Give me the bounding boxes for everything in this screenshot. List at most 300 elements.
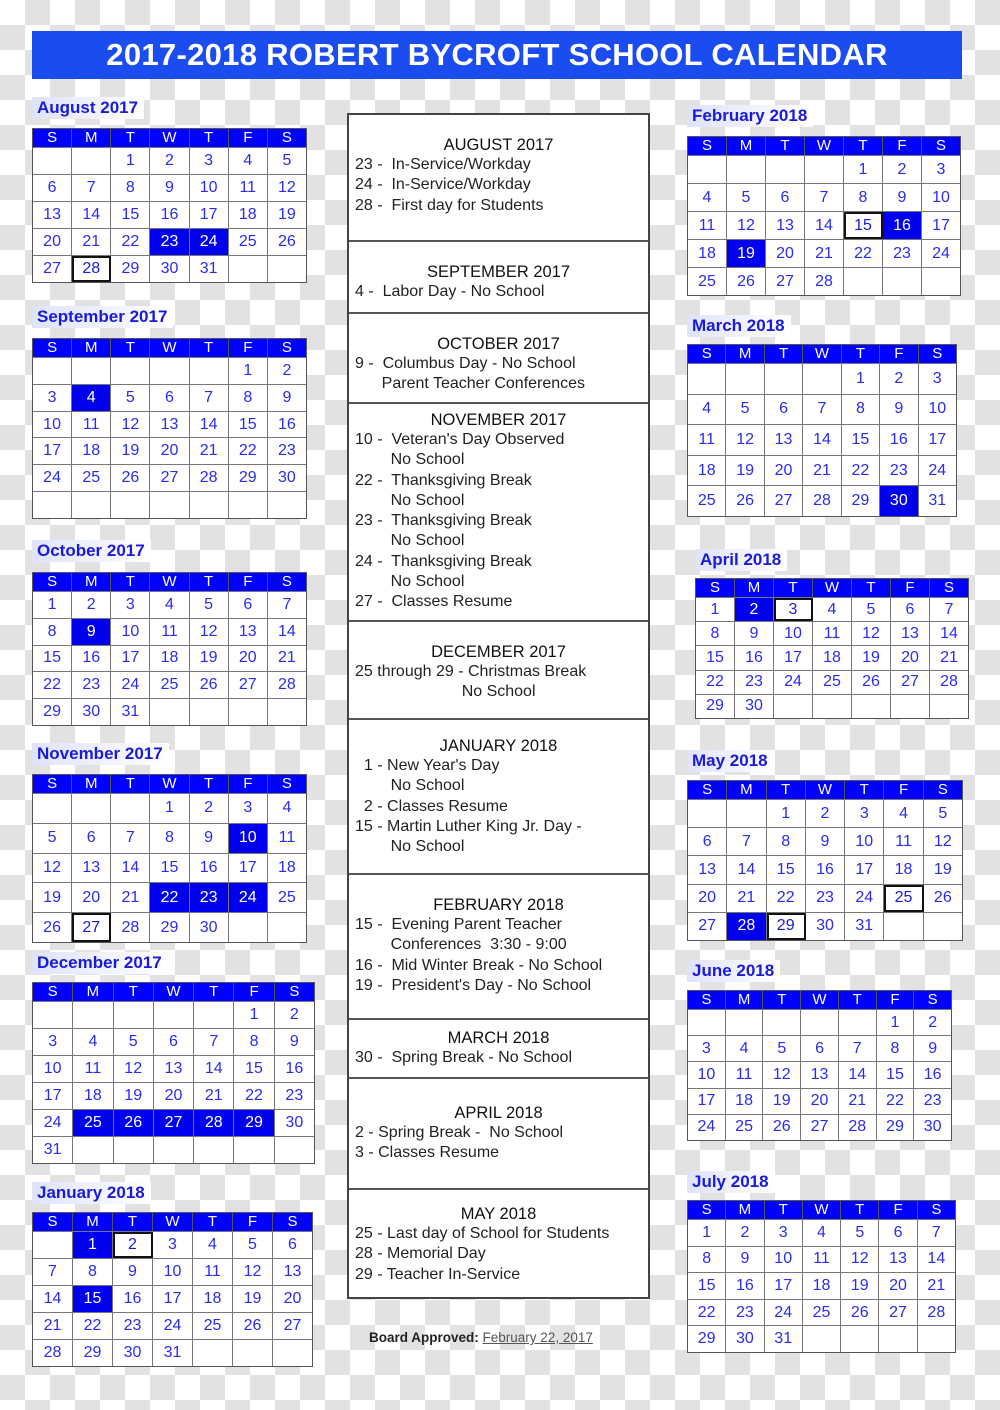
month-title: December 2017 xyxy=(32,952,168,974)
day-cell: 14 xyxy=(72,202,111,228)
day-cell: 22 xyxy=(696,671,735,694)
weekday-header xyxy=(688,991,951,1009)
empty-cell xyxy=(844,268,883,295)
weekday-label: S xyxy=(33,1213,73,1231)
day-cell: 27 xyxy=(688,913,727,940)
day-cell: 27 xyxy=(879,1300,917,1326)
day-cell: 24 xyxy=(229,883,268,912)
day-cell: 4 xyxy=(229,148,268,174)
day-cell: 30 xyxy=(150,256,189,282)
weekday-label: W xyxy=(801,991,839,1009)
weekday-label: M xyxy=(72,129,111,147)
day-cell: 6 xyxy=(891,598,930,621)
weekday-header xyxy=(688,781,962,799)
day-cell: 24 xyxy=(33,465,72,491)
week-row xyxy=(33,671,306,698)
day-cell: 10 xyxy=(111,619,150,645)
day-cell: 20 xyxy=(891,646,930,669)
page-title: 2017-2018 ROBERT BYCROFT SCHOOL CALENDAR xyxy=(32,31,962,79)
day-cell: 17 xyxy=(33,1083,73,1109)
weekday-label: F xyxy=(891,579,930,597)
week-row xyxy=(33,411,306,438)
week-row xyxy=(33,823,306,853)
empty-cell xyxy=(33,492,72,518)
day-cell: 29 xyxy=(150,913,189,942)
empty-cell xyxy=(275,1137,314,1163)
week-row xyxy=(688,827,962,855)
day-cell: 1 xyxy=(33,592,72,618)
empty-cell xyxy=(72,492,111,518)
weekday-label: W xyxy=(806,781,845,799)
day-cell: 30 xyxy=(278,469,296,487)
day-cell: 17 xyxy=(190,202,229,228)
weekday-label: F xyxy=(880,345,918,363)
day-cell: 7 xyxy=(931,1223,941,1241)
weekday-label: S xyxy=(935,137,946,154)
day-cell: 13 xyxy=(229,619,268,645)
day-cell: 1 xyxy=(877,1010,915,1035)
weekday-label: M xyxy=(726,345,764,363)
empty-cell xyxy=(33,358,72,384)
day-cell: 6 xyxy=(33,175,72,201)
day-cell: 11 xyxy=(803,1247,841,1273)
weekday-label: T xyxy=(844,137,883,155)
day-cell: 1 xyxy=(111,148,150,174)
day-cell: 19 xyxy=(727,240,766,267)
events-section xyxy=(349,1079,648,1190)
board-approved-date: February 22, 2017 xyxy=(482,1330,593,1345)
day-cell: 9 xyxy=(150,175,189,201)
day-cell: 13 xyxy=(801,1062,839,1087)
week-row xyxy=(33,437,306,464)
day-cell: 29 xyxy=(688,1326,726,1352)
day-cell: 11 xyxy=(813,622,852,645)
day-cell: 15 xyxy=(844,212,883,239)
empty-cell xyxy=(194,1137,234,1163)
day-cell: 28 xyxy=(72,256,111,282)
day-cell: 18 xyxy=(803,1273,841,1299)
event-line: 9 - Columbus Day - No School xyxy=(355,355,576,372)
day-cell: 1 xyxy=(229,358,268,384)
day-cell: 7 xyxy=(727,828,766,855)
week-row xyxy=(688,1088,951,1114)
day-cell: 14 xyxy=(111,854,150,883)
day-cell: 15 xyxy=(234,1056,274,1082)
week-row xyxy=(688,1299,955,1326)
month-calendar xyxy=(687,344,957,517)
day-cell: 19 xyxy=(278,206,296,223)
day-cell: 2 xyxy=(880,364,918,394)
day-cell: 14 xyxy=(927,1250,946,1268)
day-cell: 20 xyxy=(72,883,111,912)
day-cell: 19 xyxy=(852,646,891,669)
day-cell: 19 xyxy=(233,1286,273,1312)
day-cell: 11 xyxy=(688,212,727,239)
month-calendar xyxy=(32,572,307,726)
day-cell: 16 xyxy=(735,646,774,669)
day-cell: 18 xyxy=(193,1286,233,1312)
event-line: No School xyxy=(355,573,465,591)
week-row xyxy=(33,201,306,228)
day-cell: 15 xyxy=(842,425,880,455)
month-title: November 2017 xyxy=(32,743,169,765)
day-cell: 4 xyxy=(150,592,189,618)
day-cell: 5 xyxy=(763,1036,801,1061)
weekday-label: S xyxy=(688,345,726,363)
week-row xyxy=(33,1055,314,1082)
event-line: 25 - Last day of School for Students xyxy=(355,1225,610,1242)
weekday-label: M xyxy=(72,339,111,357)
day-cell: 25 xyxy=(72,465,111,491)
day-cell: 4 xyxy=(803,1220,841,1246)
day-cell: 17 xyxy=(774,646,813,669)
empty-cell xyxy=(268,256,306,282)
empty-cell xyxy=(114,1137,154,1163)
event-line: 23 - In-Service/Workday xyxy=(355,156,531,173)
weekday-label: S xyxy=(33,573,72,591)
empty-cell xyxy=(111,492,150,518)
day-cell: 13 xyxy=(150,412,189,438)
event-line: 15 - Martin Luther King Jr. Day - xyxy=(355,817,582,835)
day-cell: 18 xyxy=(73,1083,113,1109)
day-cell: 2 xyxy=(190,794,229,823)
day-cell: 20 xyxy=(150,438,189,464)
weekday-label: T xyxy=(763,991,801,1009)
day-cell: 30 xyxy=(190,913,229,942)
empty-cell xyxy=(879,1326,917,1352)
empty-cell xyxy=(852,695,891,718)
empty-cell xyxy=(726,364,764,394)
day-cell: 4 xyxy=(193,1232,233,1258)
day-cell: 16 xyxy=(880,425,918,455)
day-cell: 3 xyxy=(229,794,268,823)
weekday-label: M xyxy=(73,983,113,1001)
day-cell: 21 xyxy=(805,240,844,267)
day-cell: 17 xyxy=(765,1273,803,1299)
day-cell: 5 xyxy=(726,395,764,425)
day-cell: 10 xyxy=(932,188,950,206)
week-row xyxy=(33,1109,314,1136)
week-row xyxy=(33,1001,314,1028)
day-cell: 11 xyxy=(278,829,296,847)
day-cell: 9 xyxy=(880,395,918,425)
day-cell: 23 xyxy=(735,671,774,694)
week-row xyxy=(33,882,306,912)
weekday-header xyxy=(33,983,314,1001)
day-cell: 3 xyxy=(153,1232,193,1258)
weekday-label: F xyxy=(229,129,268,147)
day-cell: 3 xyxy=(33,385,72,411)
day-cell: 4 xyxy=(813,598,852,621)
day-cell: 17 xyxy=(153,1286,193,1312)
week-row xyxy=(33,1258,312,1285)
day-cell: 22 xyxy=(33,672,72,698)
empty-cell xyxy=(72,794,111,823)
day-cell: 6 xyxy=(154,1029,194,1055)
day-cell: 12 xyxy=(727,212,766,239)
day-cell: 30 xyxy=(923,1118,942,1136)
day-cell: 7 xyxy=(194,1029,234,1055)
day-cell: 7 xyxy=(803,395,841,425)
event-line: 24 - In-Service/Workday xyxy=(355,176,531,194)
weekday-label: S xyxy=(281,775,292,792)
weekday-label: T xyxy=(111,775,150,793)
day-cell: 2 xyxy=(72,592,111,618)
event-line: No School xyxy=(355,532,465,550)
day-cell: 19 xyxy=(726,456,764,486)
events-heading: DECEMBER 2017 xyxy=(431,643,566,661)
week-row xyxy=(688,1061,951,1087)
empty-cell xyxy=(194,1002,234,1028)
day-cell: 31 xyxy=(153,1340,193,1366)
events-section xyxy=(349,875,648,1020)
day-cell: 18 xyxy=(229,202,268,228)
day-cell: 25 xyxy=(884,885,923,912)
board-approved-label: Board Approved: xyxy=(369,1330,479,1345)
day-cell: 28 xyxy=(111,913,150,942)
day-cell: 16 xyxy=(806,856,845,883)
weekday-label: W xyxy=(150,339,189,357)
day-cell: 18 xyxy=(726,1089,764,1114)
day-cell: 30 xyxy=(726,1326,764,1352)
day-cell: 27 xyxy=(801,1115,839,1140)
day-cell: 27 xyxy=(283,1317,302,1334)
weekday-label: S xyxy=(927,991,938,1008)
week-row xyxy=(688,1325,955,1352)
week-row xyxy=(33,698,306,725)
day-cell: 11 xyxy=(229,175,268,201)
day-cell: 17 xyxy=(845,856,884,883)
day-cell: 18 xyxy=(72,438,111,464)
weekday-label: T xyxy=(113,1213,153,1231)
event-line: 29 - Teacher In-Service xyxy=(355,1265,521,1283)
day-cell: 28 xyxy=(839,1115,877,1140)
day-cell: 8 xyxy=(688,1247,726,1273)
day-cell: 15 xyxy=(33,646,72,672)
empty-cell xyxy=(813,695,852,718)
weekday-label: M xyxy=(726,1201,764,1219)
empty-cell xyxy=(150,358,189,384)
day-cell: 10 xyxy=(190,175,229,201)
day-cell: 28 xyxy=(805,268,844,295)
empty-cell xyxy=(884,913,923,940)
day-cell: 30 xyxy=(72,699,111,725)
weekday-label: S xyxy=(696,579,735,597)
day-cell: 9 xyxy=(282,388,292,406)
day-cell: 3 xyxy=(190,148,229,174)
day-cell: 10 xyxy=(33,1056,73,1082)
week-row xyxy=(33,1231,312,1258)
day-cell: 17 xyxy=(111,646,150,672)
day-cell: 5 xyxy=(114,1029,154,1055)
weekday-label: W xyxy=(805,137,844,155)
empty-cell xyxy=(73,1137,113,1163)
day-cell: 1 xyxy=(842,364,880,394)
events-heading: NOVEMBER 2017 xyxy=(430,411,567,429)
day-cell: 26 xyxy=(33,913,72,942)
day-cell: 5 xyxy=(111,385,150,411)
day-cell: 24 xyxy=(153,1313,193,1339)
day-cell: 9 xyxy=(190,824,229,853)
weekday-header xyxy=(33,573,306,591)
day-cell: 7 xyxy=(805,184,844,211)
day-cell: 5 xyxy=(33,824,72,853)
day-cell: 4 xyxy=(73,1029,113,1055)
day-cell: 28 xyxy=(194,1110,234,1136)
day-cell: 26 xyxy=(114,1110,154,1136)
week-row xyxy=(688,1009,951,1035)
event-line: 22 - Thanksgiving Break xyxy=(355,471,532,489)
day-cell: 1 xyxy=(234,1002,274,1028)
day-cell: 21 xyxy=(33,1313,73,1339)
day-cell: 22 xyxy=(111,229,150,255)
day-cell: 11 xyxy=(72,412,111,438)
weekday-label: M xyxy=(73,1213,113,1231)
empty-cell xyxy=(33,1002,73,1028)
week-row xyxy=(688,211,960,239)
day-cell: 3 xyxy=(765,1220,803,1246)
day-cell: 13 xyxy=(891,622,930,645)
day-cell: 21 xyxy=(72,229,111,255)
weekday-label: T xyxy=(841,1201,879,1219)
event-line: No School xyxy=(355,451,465,469)
empty-cell xyxy=(273,1340,312,1366)
events-heading: MAY 2018 xyxy=(460,1205,537,1223)
week-row xyxy=(33,174,306,201)
day-cell: 12 xyxy=(33,854,72,883)
weekday-label: S xyxy=(287,1213,298,1230)
day-cell: 27 xyxy=(72,913,111,942)
day-cell: 12 xyxy=(111,412,150,438)
month-title: February 2018 xyxy=(687,105,813,127)
day-cell: 6 xyxy=(150,385,189,411)
day-cell: 3 xyxy=(774,598,813,621)
day-cell: 7 xyxy=(944,600,954,618)
day-cell: 25 xyxy=(278,888,296,906)
empty-cell xyxy=(33,148,72,174)
day-cell: 14 xyxy=(190,412,229,438)
day-cell: 21 xyxy=(194,1083,234,1109)
weekday-label: T xyxy=(765,345,803,363)
day-cell: 26 xyxy=(726,486,764,516)
empty-cell xyxy=(33,794,72,823)
day-cell: 1 xyxy=(73,1232,113,1258)
day-cell: 30 xyxy=(806,913,845,940)
day-cell: 3 xyxy=(33,1029,73,1055)
day-cell: 11 xyxy=(193,1259,233,1285)
day-cell: 14 xyxy=(839,1062,877,1087)
day-cell: 21 xyxy=(727,885,766,912)
empty-cell xyxy=(726,1010,764,1035)
month-title: June 2018 xyxy=(687,960,780,982)
month-calendar xyxy=(32,338,307,519)
weekday-header xyxy=(688,345,956,363)
week-row xyxy=(688,155,960,183)
day-cell: 17 xyxy=(688,1089,726,1114)
week-row xyxy=(688,1246,955,1273)
day-cell: 25 xyxy=(193,1313,233,1339)
week-row xyxy=(688,1035,951,1061)
day-cell: 15 xyxy=(229,412,268,438)
day-cell: 16 xyxy=(150,202,189,228)
day-cell: 19 xyxy=(841,1273,879,1299)
day-cell: 23 xyxy=(806,885,845,912)
day-cell: 23 xyxy=(190,883,229,912)
day-cell: 1 xyxy=(696,598,735,621)
day-cell: 9 xyxy=(113,1259,153,1285)
day-cell: 24 xyxy=(111,672,150,698)
weekday-label: T xyxy=(111,573,150,591)
day-cell: 6 xyxy=(801,1036,839,1061)
month-title: May 2018 xyxy=(687,750,774,772)
day-cell: 13 xyxy=(879,1247,917,1273)
events-heading: APRIL 2018 xyxy=(454,1104,543,1122)
day-cell: 12 xyxy=(933,832,952,850)
day-cell: 4 xyxy=(72,385,111,411)
day-cell: 13 xyxy=(72,854,111,883)
event-line: 10 - Veteran's Day Observed xyxy=(355,431,565,448)
week-row xyxy=(688,855,962,883)
weekday-label: M xyxy=(735,579,774,597)
day-cell: 2 xyxy=(726,1220,764,1246)
day-cell: 21 xyxy=(278,649,296,667)
day-cell: 12 xyxy=(726,425,764,455)
day-cell: 6 xyxy=(688,828,727,855)
month-calendar xyxy=(32,1212,313,1367)
weekday-label: T xyxy=(194,983,234,1001)
day-cell: 12 xyxy=(233,1259,273,1285)
day-cell: 9 xyxy=(289,1033,299,1050)
week-row xyxy=(33,1312,312,1339)
week-row xyxy=(33,228,306,255)
day-cell: 24 xyxy=(845,885,884,912)
event-line: 27 - Classes Resume xyxy=(355,593,513,611)
day-cell: 29 xyxy=(877,1115,915,1140)
weekday-header xyxy=(688,137,960,155)
day-cell: 16 xyxy=(72,646,111,672)
empty-cell xyxy=(841,1326,879,1352)
day-cell: 12 xyxy=(763,1062,801,1087)
weekday-label: F xyxy=(233,1213,273,1231)
day-cell: 10 xyxy=(153,1259,193,1285)
day-cell: 12 xyxy=(841,1247,879,1273)
weekday-label: S xyxy=(688,1201,726,1219)
event-line: 16 - Mid Winter Break - No School xyxy=(355,956,603,974)
events-section xyxy=(349,115,648,242)
events-section xyxy=(349,1190,648,1297)
weekday-header xyxy=(33,775,306,793)
week-row xyxy=(696,597,968,621)
day-cell: 10 xyxy=(845,828,884,855)
weekday-label: W xyxy=(150,129,189,147)
day-cell: 8 xyxy=(696,622,735,645)
day-cell: 23 xyxy=(880,456,918,486)
week-row xyxy=(33,357,306,384)
weekday-label: F xyxy=(234,983,274,1001)
day-cell: 15 xyxy=(111,202,150,228)
day-cell: 22 xyxy=(229,438,268,464)
weekday-label: T xyxy=(842,345,880,363)
day-cell: 29 xyxy=(229,465,268,491)
empty-cell xyxy=(774,695,813,718)
events-heading: SEPTEMBER 2017 xyxy=(426,263,571,281)
day-cell: 5 xyxy=(233,1232,273,1258)
day-cell: 27 xyxy=(33,256,72,282)
weekday-label: T xyxy=(190,775,229,793)
day-cell: 26 xyxy=(111,465,150,491)
day-cell: 26 xyxy=(763,1115,801,1140)
day-cell: 11 xyxy=(688,425,726,455)
